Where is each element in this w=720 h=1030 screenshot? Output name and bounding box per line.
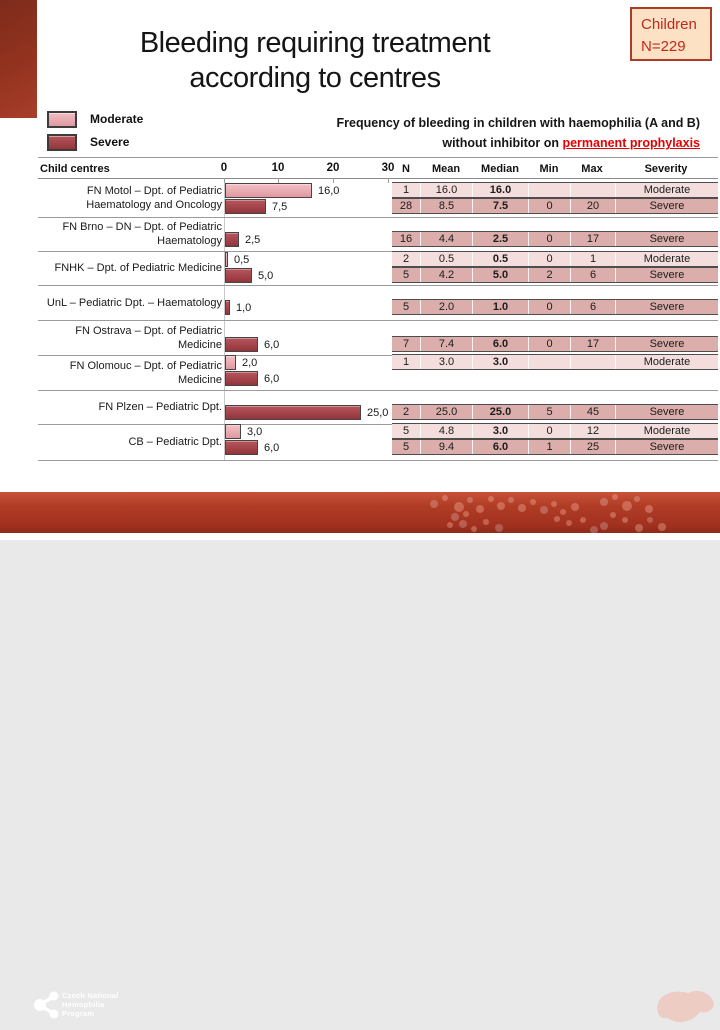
centre-label xyxy=(36,390,222,424)
table-row xyxy=(392,404,718,420)
org-name-line1: Czech National xyxy=(62,991,119,1000)
decoration-dot xyxy=(488,496,494,502)
cell-min xyxy=(528,183,570,197)
decoration-dot xyxy=(658,523,666,531)
cell-mean: 0.5 xyxy=(420,252,472,266)
decoration-dot xyxy=(471,526,477,532)
centre-label xyxy=(36,424,222,460)
moderate-swatch-icon xyxy=(47,111,77,128)
decoration-dot xyxy=(554,516,560,522)
severe-bar xyxy=(225,440,258,455)
cell-max: 6 xyxy=(570,268,615,282)
footer-banner xyxy=(0,492,720,1018)
children-count-badge xyxy=(630,7,712,61)
subtitle-line2-black: without inhibitor on xyxy=(442,136,563,150)
bar-value-label: 6,0 xyxy=(264,442,280,454)
cell-median: 6.0 xyxy=(472,337,528,351)
cell-min: 5 xyxy=(528,405,570,419)
decoration-dot xyxy=(635,524,643,532)
cell-severity: Severe xyxy=(615,199,718,213)
decoration-dot xyxy=(560,509,566,515)
legend-item-moderate xyxy=(47,110,143,128)
decoration-dot xyxy=(442,495,448,501)
x-axis-tick-label: 0 xyxy=(220,162,228,174)
subtitle-line1: Frequency of bleeding in children with haemophilia (A and B) xyxy=(336,116,700,130)
legend-label-severe: Severe xyxy=(90,135,130,149)
czech-map-silhouette xyxy=(650,986,718,1030)
decoration-dot xyxy=(530,499,536,505)
severe-bar xyxy=(225,268,252,283)
cell-min: 1 xyxy=(528,440,570,454)
cell-median: 0.5 xyxy=(472,252,528,266)
centre-label-line: FN Motol – Dpt. of Pediatric xyxy=(86,184,222,197)
bar-value-label: 5,0 xyxy=(258,270,274,282)
decoration-dot xyxy=(495,524,503,532)
chart-subtitle xyxy=(220,113,700,153)
centre-label-line: Medicine xyxy=(177,373,222,386)
severe-bar xyxy=(225,371,258,386)
decoration-dot xyxy=(645,505,653,513)
cell-median: 3.0 xyxy=(472,424,528,438)
cell-mean: 2.0 xyxy=(420,300,472,314)
moderate-bar xyxy=(225,424,241,439)
decoration-dot xyxy=(483,519,489,525)
moderate-bar xyxy=(225,252,228,267)
centre-label-line: FN Plzen – Pediatric Dpt. xyxy=(98,401,222,413)
centre-label xyxy=(36,178,222,217)
cell-n: 5 xyxy=(402,301,410,313)
cell-median: 2.5 xyxy=(472,232,528,246)
x-axis-tick-label: 20 xyxy=(326,162,340,174)
cell-mean: 8.5 xyxy=(420,199,472,213)
decoration-dot xyxy=(508,497,514,503)
cell-min: 0 xyxy=(528,300,570,314)
column-header-min: Min xyxy=(539,163,559,175)
cell-max: 17 xyxy=(570,337,615,351)
decoration-dot xyxy=(610,512,616,518)
cell-severity: Severe xyxy=(615,268,718,282)
cell-max: 6 xyxy=(570,300,615,314)
cell-mean: 16.0 xyxy=(420,183,472,197)
cell-mean: 4.4 xyxy=(420,232,472,246)
bar-value-label: 16,0 xyxy=(318,185,340,197)
cell-max: 17 xyxy=(570,232,615,246)
page-title-line2: according to centres xyxy=(189,62,441,94)
cell-median: 25.0 xyxy=(472,405,528,419)
cell-median: 3.0 xyxy=(472,355,528,369)
cell-n: 5 xyxy=(402,441,410,453)
decoration-dot xyxy=(447,522,453,528)
table-row xyxy=(392,423,718,439)
decoration-dot xyxy=(551,501,557,507)
table-row xyxy=(392,182,718,198)
cell-min: 0 xyxy=(528,252,570,266)
centre-label xyxy=(36,251,222,285)
cell-max: 1 xyxy=(570,252,615,266)
header-top-rule xyxy=(38,157,718,158)
cell-mean: 4.8 xyxy=(420,424,472,438)
centre-label xyxy=(36,320,222,355)
column-header-severity: Severity xyxy=(644,163,688,175)
column-header-n: N xyxy=(402,163,410,175)
centre-label xyxy=(36,285,222,320)
cell-median: 1.0 xyxy=(472,300,528,314)
table-row xyxy=(392,299,718,315)
chart-legend xyxy=(47,110,143,156)
cell-max xyxy=(570,183,615,197)
decoration-dot xyxy=(600,522,608,530)
cell-median: 7.5 xyxy=(472,199,528,213)
bar-value-label: 3,0 xyxy=(247,426,263,438)
severe-bar xyxy=(225,199,266,214)
cell-mean: 9.4 xyxy=(420,440,472,454)
org-name-line2: Hemophilia xyxy=(62,1000,105,1009)
centre-label-line: FN Olomouc – Dpt. of Pediatric xyxy=(69,359,222,372)
cell-max: 45 xyxy=(570,405,615,419)
cell-median: 16.0 xyxy=(472,183,528,197)
org-logo-text xyxy=(62,991,119,1018)
x-axis-tick-label: 30 xyxy=(381,162,395,174)
cell-n: 1 xyxy=(402,184,410,196)
subtitle-line2-red-link: permanent prophylaxis xyxy=(562,136,700,150)
cell-n: 5 xyxy=(402,425,410,437)
decoration-dot xyxy=(459,520,467,528)
cell-min xyxy=(528,355,570,369)
org-logo-icon xyxy=(32,990,62,1020)
decoration-dot xyxy=(476,505,484,513)
severe-bar xyxy=(225,300,230,315)
column-header-median: Median xyxy=(481,163,519,175)
subtitle-line2 xyxy=(220,133,700,153)
centre-label-line: Haematology and Oncology xyxy=(86,198,222,211)
cell-mean: 3.0 xyxy=(420,355,472,369)
cell-min: 0 xyxy=(528,337,570,351)
severe-bar xyxy=(225,405,361,420)
decoration-dot xyxy=(634,496,640,502)
cell-n: 1 xyxy=(402,356,410,368)
x-axis-tickmark xyxy=(333,178,334,183)
cell-severity: Moderate xyxy=(615,252,718,266)
decoration-dot xyxy=(540,506,548,514)
cell-n: 5 xyxy=(402,269,410,281)
cell-severity: Severe xyxy=(615,440,718,454)
decoration-dot xyxy=(518,504,526,512)
decoration-dot xyxy=(647,517,653,523)
child-centres-header: Child centres xyxy=(40,163,110,175)
cell-n: 28 xyxy=(399,200,413,212)
decoration-dot xyxy=(600,498,608,506)
bar-value-label: 0,5 xyxy=(234,254,250,266)
cell-min: 0 xyxy=(528,424,570,438)
page-title-line1: Bleeding requiring treatment xyxy=(139,27,491,59)
cell-n: 2 xyxy=(402,406,410,418)
column-header-mean: Mean xyxy=(431,163,461,175)
bar-value-label: 6,0 xyxy=(264,339,280,351)
decoration-dot xyxy=(566,520,572,526)
centre-label xyxy=(36,217,222,251)
x-axis-tick-label: 10 xyxy=(271,162,285,174)
centre-label-line: Haematology xyxy=(157,235,222,247)
column-header-max: Max xyxy=(581,163,603,175)
moderate-bar xyxy=(225,183,312,198)
severe-swatch-icon xyxy=(47,134,77,151)
cell-severity: Severe xyxy=(615,337,718,351)
cell-n: 7 xyxy=(402,338,410,350)
decoration-dot xyxy=(622,501,632,511)
cell-max xyxy=(570,355,615,369)
cell-median: 5.0 xyxy=(472,268,528,282)
centre-label-line: UnL – Pediatric Dpt. – Haematology xyxy=(46,296,222,309)
decoration-dot xyxy=(590,526,598,534)
centre-label xyxy=(36,355,222,390)
table-row xyxy=(392,267,718,283)
badge-line2: N=229 xyxy=(641,38,686,55)
moderate-bar xyxy=(225,355,236,370)
cell-severity: Severe xyxy=(615,405,718,419)
decoration-dot xyxy=(451,513,459,521)
cell-severity: Moderate xyxy=(615,355,718,369)
severe-bar xyxy=(225,232,239,247)
left-accent-bar xyxy=(0,0,37,118)
decoration-dot xyxy=(467,497,473,503)
cell-max: 25 xyxy=(570,440,615,454)
table-row xyxy=(392,336,718,352)
cell-mean: 4.2 xyxy=(420,268,472,282)
decoration-dot xyxy=(622,517,628,523)
bar-value-label: 2,5 xyxy=(245,234,261,246)
legend-item-severe xyxy=(47,133,143,151)
centre-label-line: FNHK – Dpt. of Pediatric Medicine xyxy=(54,262,222,274)
bar-value-label: 7,5 xyxy=(272,201,288,213)
decoration-dot xyxy=(580,517,586,523)
decoration-dot xyxy=(463,511,469,517)
cell-severity: Moderate xyxy=(615,424,718,438)
cell-severity: Moderate xyxy=(615,183,718,197)
cell-min: 0 xyxy=(528,199,570,213)
centre-label-line: FN Brno – DN – Dpt. of Pediatric xyxy=(62,221,222,233)
legend-label-moderate: Moderate xyxy=(90,112,144,126)
centre-label-line: Medicine xyxy=(177,338,222,351)
cell-max: 20 xyxy=(570,199,615,213)
cell-mean: 25.0 xyxy=(420,405,472,419)
decoration-dot xyxy=(612,494,618,500)
page-title xyxy=(55,26,575,96)
badge-line1: Children xyxy=(641,16,697,33)
table-row xyxy=(392,439,718,455)
table-row xyxy=(392,354,718,370)
cell-max: 12 xyxy=(570,424,615,438)
x-axis-tickmark xyxy=(388,178,389,183)
centre-label-line: CB – Pediatric Dpt. xyxy=(128,436,222,448)
bar-value-label: 1,0 xyxy=(236,302,252,314)
cell-mean: 7.4 xyxy=(420,337,472,351)
decoration-dot xyxy=(454,502,464,512)
centre-label-line: FN Ostrava – Dpt. of Pediatric xyxy=(75,324,222,337)
org-name-line3: Program xyxy=(62,1009,95,1018)
cell-severity: Severe xyxy=(615,300,718,314)
severe-bar xyxy=(225,337,258,352)
cell-min: 0 xyxy=(528,232,570,246)
group-separator-line xyxy=(38,460,718,461)
decoration-dot xyxy=(497,502,505,510)
bar-value-label: 6,0 xyxy=(264,373,280,385)
table-row xyxy=(392,231,718,247)
cell-median: 6.0 xyxy=(472,440,528,454)
table-row xyxy=(392,198,718,214)
decoration-dot xyxy=(430,500,438,508)
cell-n: 2 xyxy=(402,253,410,265)
bar-value-label: 25,0 xyxy=(367,407,389,419)
cell-severity: Severe xyxy=(615,232,718,246)
cell-n: 16 xyxy=(399,233,413,245)
bar-value-label: 2,0 xyxy=(242,357,258,369)
cell-min: 2 xyxy=(528,268,570,282)
table-row xyxy=(392,251,718,267)
decoration-dot xyxy=(571,503,579,511)
